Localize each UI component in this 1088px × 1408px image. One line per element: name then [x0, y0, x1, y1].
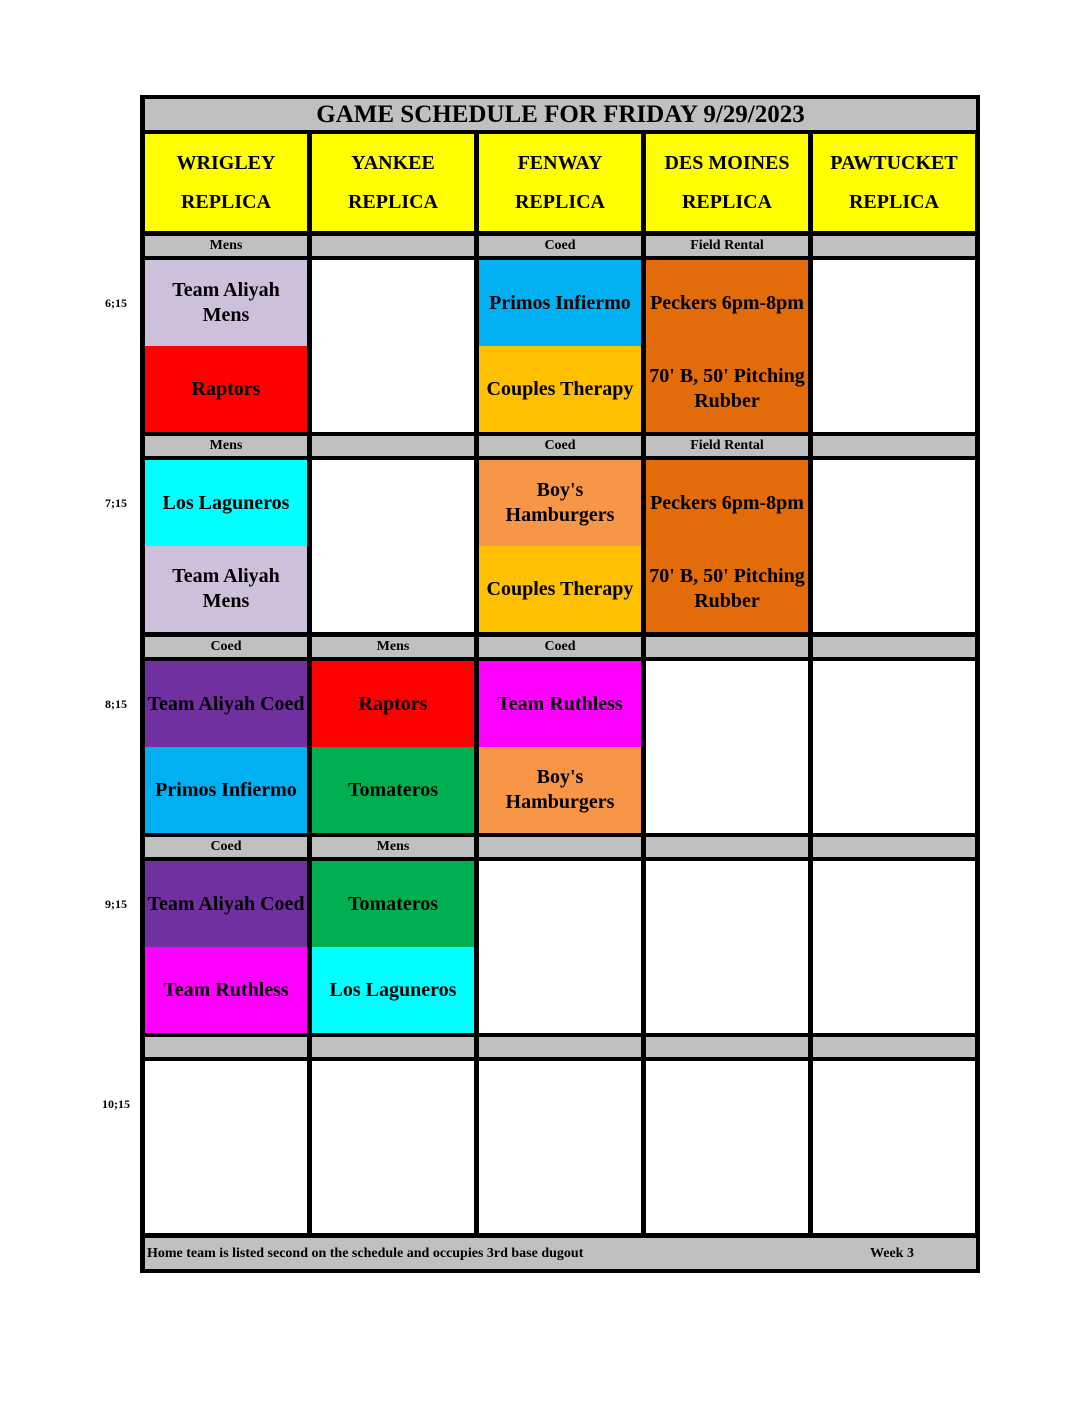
time-label: 8;15 [105, 697, 127, 711]
division-label: Field Rental [646, 436, 808, 456]
division-label: Mens [145, 236, 307, 256]
game-cell[interactable]: Team Aliyah Coed [145, 661, 307, 747]
field-header-wrigley [145, 134, 307, 231]
game-cell[interactable]: Primos Infiermo [145, 747, 307, 833]
division-label: Mens [312, 637, 474, 657]
schedule-title: GAME SCHEDULE FOR FRIDAY 9/29/2023 [145, 99, 976, 130]
division-label [646, 1037, 808, 1057]
division-label: Coed [479, 236, 641, 256]
field-subtitle: REPLICA [848, 190, 939, 213]
game-cell[interactable]: Tomateros [312, 747, 474, 833]
game-cell[interactable]: Los Laguneros [145, 460, 307, 546]
game-cell[interactable]: Peckers 6pm-8pm [646, 460, 808, 546]
division-label [646, 637, 808, 657]
game-cell[interactable]: 70' B, 50' Pitching Rubber [646, 546, 808, 632]
game-cell[interactable]: Team Ruthless [479, 661, 641, 747]
game-slot-box [813, 861, 975, 1033]
game-slot-box [312, 460, 474, 632]
game-cell[interactable]: Boy's Hamburgers [479, 460, 641, 546]
field-name: WRIGLEY [176, 151, 276, 174]
game-cell[interactable]: Team Ruthless [145, 947, 307, 1033]
game-slot-box [479, 1061, 641, 1233]
game-cell[interactable]: Team Aliyah Mens [145, 546, 307, 632]
game-slot-box [646, 1061, 808, 1233]
game-cell[interactable]: 70' B, 50' Pitching Rubber [646, 346, 808, 432]
field-subtitle: REPLICA [347, 190, 438, 213]
field-subtitle: REPLICA [180, 190, 271, 213]
field-name: YANKEE [351, 151, 435, 174]
game-slot-box [312, 260, 474, 432]
week-label: Week 3 [870, 1246, 914, 1261]
field-subtitle: REPLICA [681, 190, 772, 213]
time-label: 6;15 [105, 296, 127, 310]
game-cell[interactable]: Boy's Hamburgers [479, 747, 641, 833]
field-header-des-moines [646, 134, 808, 231]
game-slot-box [813, 1061, 975, 1233]
game-slot-box [646, 661, 808, 833]
field-name: FENWAY [517, 151, 603, 174]
division-label: Mens [145, 436, 307, 456]
division-label: Field Rental [646, 236, 808, 256]
field-subtitle: REPLICA [514, 190, 605, 213]
division-label: Coed [145, 637, 307, 657]
time-label: 10;15 [102, 1097, 130, 1111]
division-label: Coed [479, 436, 641, 456]
division-label [813, 236, 975, 256]
time-label: 9;15 [105, 897, 127, 911]
field-header-pawtucket [813, 134, 975, 231]
field-name: PAWTUCKET [830, 151, 958, 174]
game-cell[interactable]: Couples Therapy [479, 346, 641, 432]
game-cell[interactable]: Team Aliyah Coed [145, 861, 307, 947]
division-label [312, 236, 474, 256]
division-label [145, 1037, 307, 1057]
field-header-yankee [312, 134, 474, 231]
game-cell[interactable]: Primos Infiermo [479, 260, 641, 346]
game-cell[interactable]: Peckers 6pm-8pm [646, 260, 808, 346]
game-slot-box [813, 260, 975, 432]
division-label [312, 436, 474, 456]
division-label: Coed [145, 837, 307, 857]
schedule-footer [145, 1238, 976, 1269]
division-label [813, 1037, 975, 1057]
field-header-fenway [479, 134, 641, 231]
field-name: DES MOINES [664, 151, 790, 174]
division-label [813, 637, 975, 657]
division-label [312, 1037, 474, 1057]
game-cell[interactable]: Raptors [145, 346, 307, 432]
game-slot-box [312, 1061, 474, 1233]
footer-note: Home team is listed second on the schedule and occupies 3rd base dugout [147, 1246, 584, 1261]
time-label: 7;15 [105, 496, 127, 510]
division-label [646, 837, 808, 857]
division-label: Mens [312, 837, 474, 857]
game-slot-box [479, 861, 641, 1033]
division-label [813, 436, 975, 456]
game-cell[interactable]: Los Laguneros [312, 947, 474, 1033]
game-cell[interactable]: Tomateros [312, 861, 474, 947]
division-label: Coed [479, 637, 641, 657]
game-slot-box [813, 661, 975, 833]
game-slot-box [813, 460, 975, 632]
game-cell[interactable]: Team Aliyah Mens [145, 260, 307, 346]
game-cell[interactable]: Raptors [312, 661, 474, 747]
game-cell[interactable]: Couples Therapy [479, 546, 641, 632]
game-slot-box [145, 1061, 307, 1233]
division-label [479, 837, 641, 857]
division-label [479, 1037, 641, 1057]
game-slot-box [646, 861, 808, 1033]
division-label [813, 837, 975, 857]
